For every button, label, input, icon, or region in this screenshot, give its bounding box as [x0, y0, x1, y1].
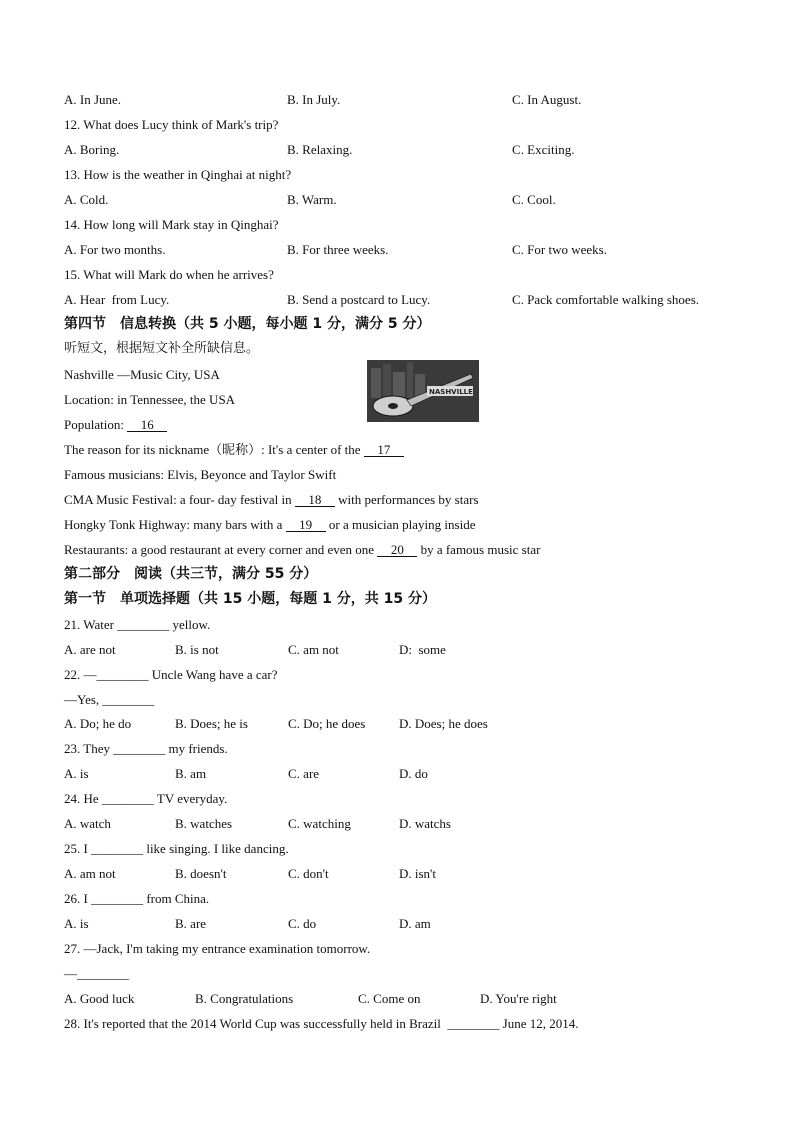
- reason-label: The reason for its nickname（昵称）: It's a center of the: [64, 442, 364, 457]
- q14-option-a: A. For two months.: [64, 242, 166, 257]
- honky-tail: or a musician playing inside: [325, 517, 476, 532]
- q25-option-c: C. don't: [288, 866, 329, 881]
- nashville-guitar-image: [367, 360, 479, 422]
- q24-option-d: D. watchs: [399, 816, 451, 831]
- q24-stem: 24. He ________ TV everyday.: [64, 791, 228, 806]
- part2-heading: 第二部分 阅读（共三节，满分 55 分）: [64, 566, 318, 582]
- q22-stem: 22. —________ Uncle Wang have a car?: [64, 667, 278, 682]
- q11-option-b: B. In July.: [287, 92, 341, 107]
- q21-option-a: A. are not: [64, 642, 116, 657]
- q26-option-d: D. am: [399, 916, 431, 931]
- q26-option-c: C. do: [288, 916, 317, 931]
- q26-option-a: A. is: [64, 916, 89, 931]
- q27-reply: —________: [64, 966, 129, 981]
- q23-option-a: A. is: [64, 766, 89, 781]
- q25-option-b: B. doesn't: [175, 866, 227, 881]
- q28-stem: 28. It's reported that the 2014 World Cup was successfully held in Brazil ________ June 12, 2014.: [64, 1016, 579, 1031]
- section1-heading: 第一节 单项选择题（共 15 小题，每题 1 分，共 15 分）: [64, 591, 436, 607]
- blank-20: 20: [377, 543, 417, 557]
- q13-option-c: C. Cool.: [512, 192, 556, 207]
- q21-stem: 21. Water ________ yellow.: [64, 617, 211, 632]
- q12-option-b: B. Relaxing.: [287, 142, 353, 157]
- q12-option-a: A. Boring.: [64, 142, 120, 157]
- q23-stem: 23. They ________ my friends.: [64, 741, 228, 756]
- restaurants-tail: by a famous music star: [417, 542, 541, 557]
- location-line: Location: in Tennessee, the USA: [64, 392, 236, 407]
- blank-19: 19: [286, 518, 326, 532]
- q23-option-d: D. do: [399, 766, 428, 781]
- reason-line: [64, 442, 404, 458]
- q15-option-a: A. Hear from Lucy.: [64, 292, 170, 307]
- q14-option-b: B. For three weeks.: [287, 242, 389, 257]
- nashville-sign-text: NASHVILLE: [429, 388, 473, 396]
- q27-option-a: A. Good luck: [64, 991, 135, 1006]
- q22-option-b: B. Does; he is: [175, 716, 248, 731]
- q23-option-b: B. am: [175, 766, 207, 781]
- q15-option-c: C. Pack comfortable walking shoes.: [512, 292, 700, 307]
- q23-option-c: C. are: [288, 766, 320, 781]
- honky-label: Hongky Tonk Highway: many bars with a: [64, 517, 286, 532]
- blank-18: 18: [295, 493, 335, 507]
- section4-heading: 第四节 信息转换（共 5 小题，每小题 1 分，满分 5 分）: [64, 316, 431, 332]
- q15-option-b: B. Send a postcard to Lucy.: [287, 292, 431, 307]
- q27-stem: 27. —Jack, I'm taking my entrance examination tomorrow.: [64, 941, 371, 956]
- q11-option-c: C. In August.: [512, 92, 582, 107]
- population-label: Population:: [64, 417, 128, 432]
- q27-option-d: D. You're right: [480, 991, 557, 1006]
- section4-instruction: 听短文，根据短文补全所缺信息。: [64, 341, 260, 356]
- q21-option-b: B. is not: [175, 642, 219, 657]
- cma-tail: with performances by stars: [334, 492, 479, 507]
- honky-line: [64, 517, 475, 533]
- q22-option-d: D. Does; he does: [399, 716, 488, 731]
- restaurants-label: Restaurants: a good restaurant at every corner and even one: [64, 542, 378, 557]
- q27-option-b: B. Congratulations: [195, 991, 294, 1006]
- q12-option-c: C. Exciting.: [512, 142, 575, 157]
- q26-stem: 26. I ________ from China.: [64, 891, 210, 906]
- q21-option-d: D: some: [399, 642, 446, 657]
- restaurants-line: [64, 542, 540, 558]
- q12-stem: 12. What does Lucy think of Mark's trip?: [64, 117, 279, 132]
- q13-option-b: B. Warm.: [287, 192, 337, 207]
- nashville-guitar-graphic: [367, 360, 479, 422]
- cma-label: CMA Music Festival: a four- day festival in: [64, 492, 295, 507]
- q15-stem: 15. What will Mark do when he arrives?: [64, 267, 274, 282]
- q27-option-c: C. Come on: [358, 991, 421, 1006]
- q13-stem: 13. How is the weather in Qinghai at night?: [64, 167, 292, 182]
- q22-option-a: A. Do; he do: [64, 716, 132, 731]
- cma-line: [64, 492, 479, 508]
- q25-option-d: D. isn't: [399, 866, 437, 881]
- q25-stem: 25. I ________ like singing. I like dancing.: [64, 841, 289, 856]
- nashville-title: Nashville —Music City, USA: [64, 367, 220, 382]
- q22-option-c: C. Do; he does: [288, 716, 366, 731]
- q24-option-c: C. watching: [288, 816, 351, 831]
- q11-option-a: A. In June.: [64, 92, 122, 107]
- q22-reply: —Yes, ________: [64, 692, 155, 707]
- q21-option-c: C. am not: [288, 642, 339, 657]
- q24-option-a: A. watch: [64, 816, 111, 831]
- q14-option-c: C. For two weeks.: [512, 242, 607, 257]
- blank-16: 16: [127, 418, 167, 432]
- musicians-line: Famous musicians: Elvis, Beyonce and Taylor Swift: [64, 467, 337, 482]
- population-line: [64, 417, 167, 433]
- q14-stem: 14. How long will Mark stay in Qinghai?: [64, 217, 279, 232]
- q25-option-a: A. am not: [64, 866, 116, 881]
- q24-option-b: B. watches: [175, 816, 233, 831]
- q26-option-b: B. are: [175, 916, 207, 931]
- blank-17: 17: [364, 443, 404, 457]
- q13-option-a: A. Cold.: [64, 192, 109, 207]
